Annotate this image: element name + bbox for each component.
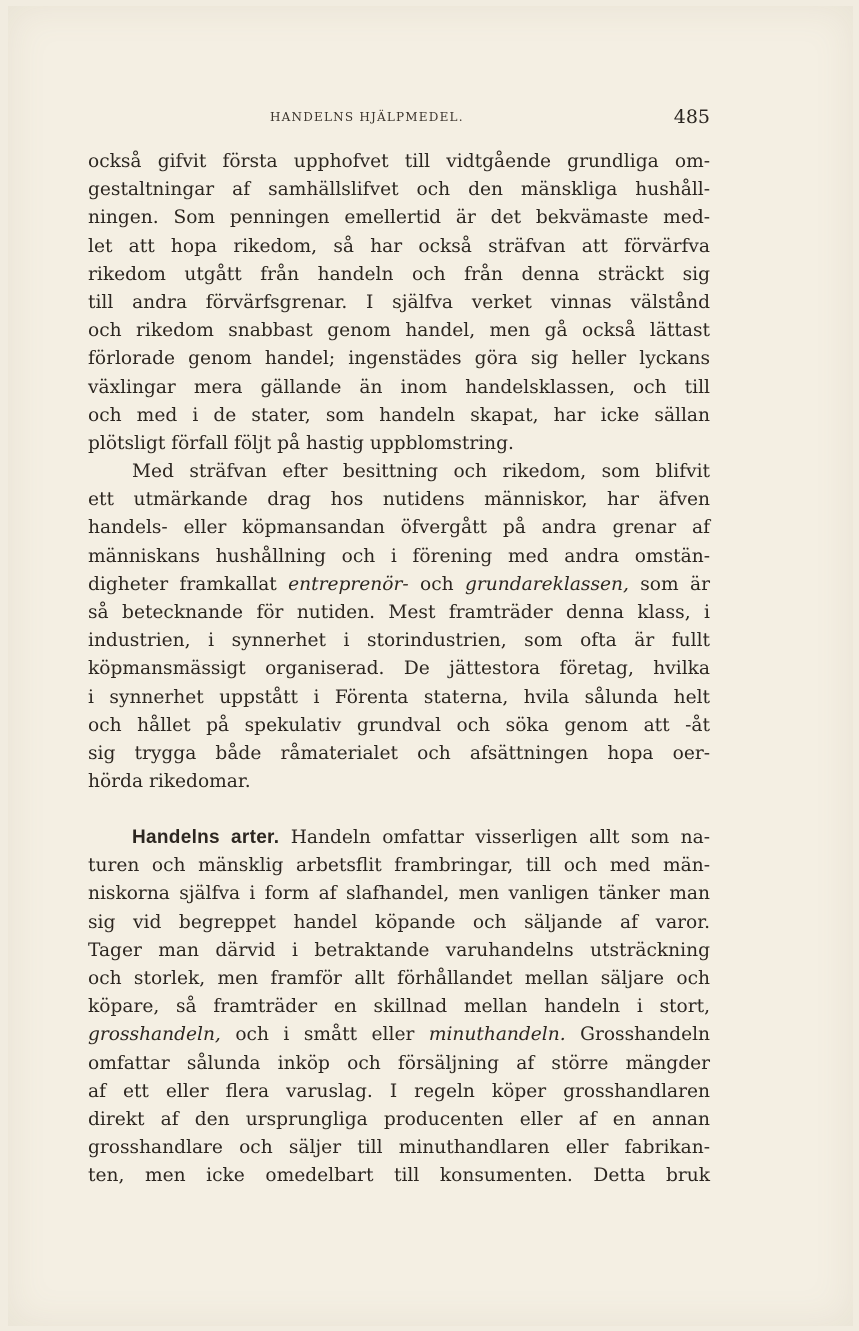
text-line: köpare, så framträder en skillnad mellan handeln i stort, <box>88 996 710 1018</box>
italic-term: grundareklassen, <box>464 573 629 595</box>
text-line: hörda rikedomar. <box>88 771 251 793</box>
text-line: förlorade genom handel; ingenstädes göra sig heller lyckans <box>88 348 710 370</box>
italic-term: minuthandeln. <box>428 1024 566 1046</box>
body-text-upper <box>88 148 710 796</box>
text-line: människans hushållning och i förening med andra omstän- <box>88 545 710 567</box>
text-run: Grosshandeln <box>565 1024 711 1046</box>
text-line: ten, men icke omedelbart till konsumenten. Detta bruk <box>88 1165 710 1187</box>
running-head-title: HANDELNS HJÄLPMEDEL. <box>270 110 464 124</box>
text-line: plötsligt förfall följt på hastig uppblomstring. <box>88 432 514 454</box>
section-heading: Handelns arter. <box>132 827 280 848</box>
text-line: handels- eller köpmansandan öfvergått på andra grenar af <box>88 517 710 539</box>
text-line <box>88 571 710 599</box>
text-line <box>88 1021 710 1049</box>
text-line: rikedom utgått från handeln och från denna sträckt sig <box>88 263 710 285</box>
text-line: af ett eller flera varuslag. I regeln köper grosshandlaren <box>88 1080 710 1102</box>
section-handelns-arter <box>88 824 710 1190</box>
page-number: 485 <box>673 106 710 128</box>
text-line: också gifvit första upphofvet till vidtgående grundliga om- <box>88 151 710 172</box>
text-line: köpmansmässigt organiserad. De jättestora företag, hvilka <box>88 658 710 680</box>
text-line: Med sträfvan efter besittning och rikedom, som blifvit <box>132 461 710 483</box>
text-line: gestaltningar af samhällslifvet och den mänskliga hushåll- <box>88 179 710 201</box>
text-line: direkt af den ursprungliga producenten eller af en annan <box>88 1108 710 1130</box>
italic-term: grosshandeln, <box>88 1024 221 1046</box>
text-line: till andra förvärfsgrenar. I själfva verket vinnas välstånd <box>88 291 710 313</box>
text-line: let att hopa rikedom, så har också sträfvan att förvärfva <box>88 235 710 257</box>
text-run: och <box>408 573 465 595</box>
text-line: omfattar sålunda inköp och försäljning af större mängder <box>88 1052 710 1074</box>
paragraph-continued <box>88 148 710 458</box>
text-line: industrien, i synnerhet i storindustrien, som ofta är fullt <box>88 630 710 652</box>
text-line: Tager man därvid i betraktande varuhandelns utsträckning <box>88 939 710 961</box>
text-line: ett utmärkande drag hos nutidens människor, har äfven <box>88 489 710 511</box>
text-line: och med i de stater, som handeln skapat, har icke sällan <box>88 404 710 426</box>
text-line <box>88 824 710 852</box>
text-line: växlingar mera gällande än inom handelsklassen, och till <box>88 376 710 398</box>
paragraph-enterprise <box>88 458 710 796</box>
text-line: sig trygga både råmaterialet och afsättningen hopa oer- <box>88 742 710 764</box>
text-line: och hållet på spekulativ grundval och söka genom att -åt <box>88 714 710 736</box>
text-line: ningen. Som penningen emellertid är det bekvämaste med- <box>88 207 710 229</box>
text-run: som är <box>628 573 710 595</box>
text-line: och storlek, men framför allt förhållandet mellan säljare och <box>88 967 710 989</box>
text-line: niskorna själfva i form af slafhandel, men vanligen tänker man <box>88 883 710 905</box>
text-run: och i smått eller <box>220 1024 429 1046</box>
text-line: så betecknande för nutiden. Mest framträder denna klass, i <box>88 602 710 623</box>
text-line: i synnerhet uppstått i Förenta staterna, hvila sålunda helt <box>88 686 710 708</box>
italic-term: entreprenör- <box>288 573 409 595</box>
text-line: och rikedom snabbast genom handel, men gå också lättast <box>88 320 710 342</box>
text-line: grosshandlare och säljer till minuthandlaren eller fabrikan- <box>88 1137 710 1159</box>
text-run: Handeln omfattar visserligen allt som na- <box>279 827 710 848</box>
book-page <box>8 6 853 1326</box>
running-head <box>88 106 710 130</box>
text-line: sig vid begreppet handel köpande och säljande af varor. <box>88 911 710 933</box>
text-run: digheter framkallat <box>88 573 289 595</box>
text-line: turen och mänsklig arbetsflit frambringar, till och med män- <box>88 855 710 877</box>
